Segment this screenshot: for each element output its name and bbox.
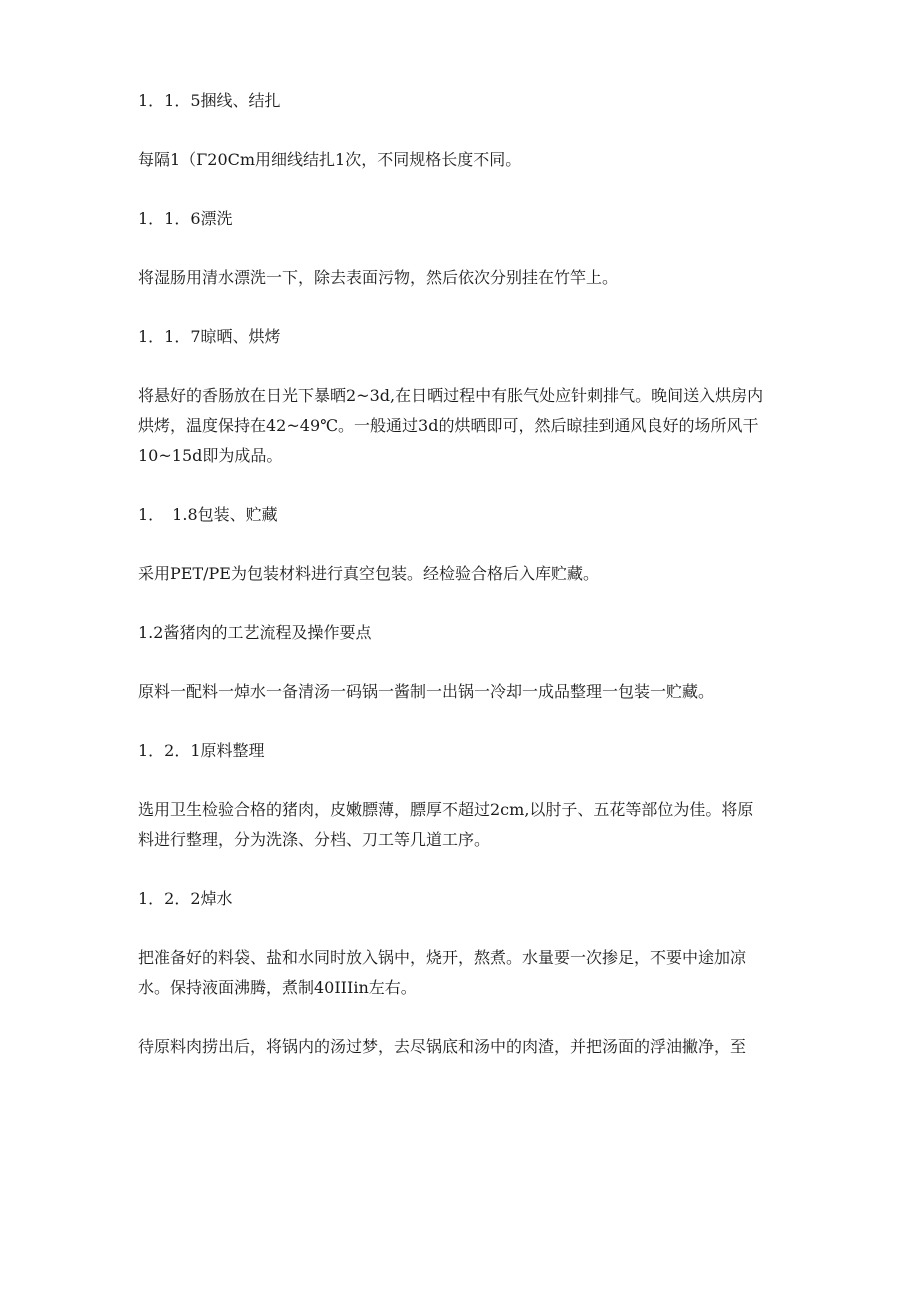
paragraph-line: 将悬好的香肠放在日光下暴晒2~3d,在日晒过程中有胀气处应针刺排气。晚间送入烘房内 — [138, 386, 764, 405]
paragraph-blanching — [138, 943, 788, 1003]
paragraph-line: 把准备好的料袋、盐和水同时放入锅中，烧开，熬煮。水量要一次掺足，不要中途加凉 — [138, 948, 747, 967]
paragraph-line: 料进行整理，分为洗涤、分档、刀工等几道工序。 — [138, 830, 491, 849]
paragraph-rinsing: 将湿肠用清水漂洗一下，除去表面污物，然后依次分别挂在竹竿上。 — [138, 268, 619, 287]
section-heading-1-1-7: 1．1．7晾晒、烘烤 — [138, 327, 281, 346]
paragraph-raw-material — [138, 795, 788, 855]
paragraph-line: 水。保持液面沸腾，煮制40IIIin左右。 — [138, 978, 417, 997]
paragraph-line: 10~15d即为成品。 — [138, 446, 283, 465]
document-page — [138, 86, 788, 1062]
section-heading-1-2-1: 1．2．1原料整理 — [138, 741, 265, 760]
paragraph-broth: 待原料肉捞出后，将锅内的汤过梦，去尽锅底和汤中的肉渣，并把汤面的浮油撇净，至 — [138, 1037, 747, 1056]
section-heading-1-1-8: 1． 1.8包装、贮藏 — [138, 505, 278, 524]
paragraph-tying: 每隔1（Γ20Cm用细线结扎1次，不同规格长度不同。 — [138, 150, 522, 169]
section-heading-1-1-5: 1．1．5捆线、结扎 — [138, 91, 281, 110]
paragraph-line: 烘烤，温度保持在42~49℃。一般通过3d的烘晒即可，然后晾挂到通风良好的场所风干 — [138, 416, 759, 435]
section-heading-1-2: 1.2酱猪肉的工艺流程及操作要点 — [138, 623, 372, 642]
paragraph-drying — [138, 381, 788, 471]
paragraph-packaging: 采用PET/PE为包装材料进行真空包装。经检验合格后入库贮藏。 — [138, 564, 599, 583]
section-heading-1-1-6: 1．1．6漂洗 — [138, 209, 233, 228]
paragraph-line: 选用卫生检验合格的猪肉，皮嫩膘薄，膘厚不超过2cm,以肘子、五花等部位为佳。将原 — [138, 800, 754, 819]
section-heading-1-2-2: 1．2．2焯水 — [138, 889, 233, 908]
paragraph-process-flow: 原料一配料一焯水一备清汤一码锅一酱制一出锅一冷却一成品整理一包装一贮藏。 — [138, 682, 715, 701]
